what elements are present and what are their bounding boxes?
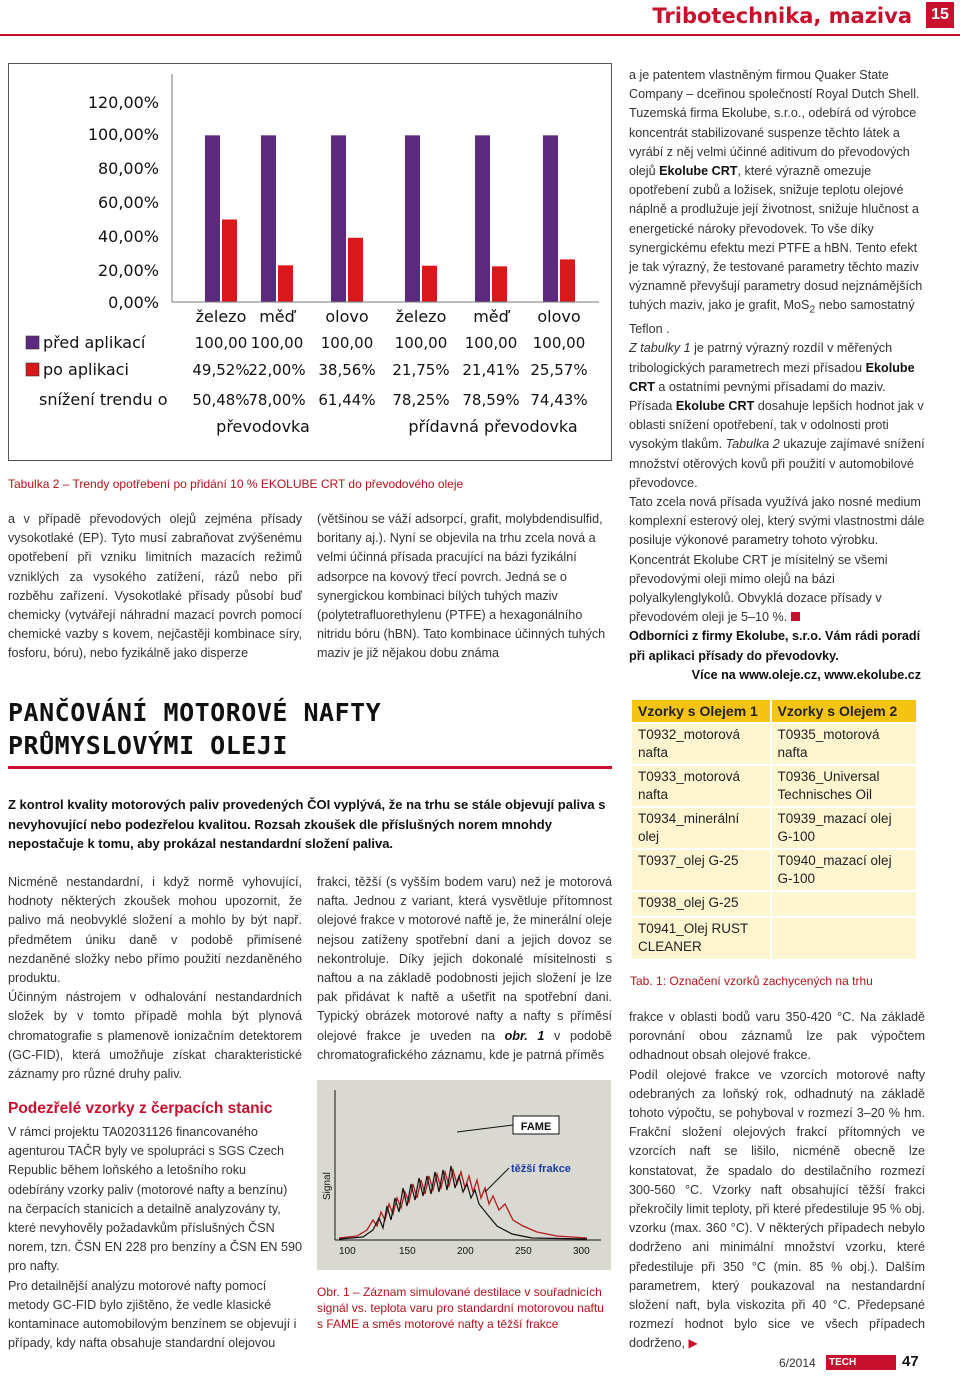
y-tick-label: 120,00% bbox=[87, 93, 159, 112]
intro-column-1-text: a v případě převodových olejů zejména přísady vysokotlaké (EP). Tyto musí zabraňovat zvýšenému opotřebení při vzniku limitních mazacích režimů vzniklých za vysokého zatížení, rázů nebo při rozběhu zařízení. Vysokotlaké přísady působí buď chemicky (vytvářejí náhradní mazací povrch pomocí chemické vazby s kovem, nejčastěji kombinace síry, fosforu, bóru), nebo fyzikálně jako disperze bbox=[8, 512, 302, 661]
legend-swatch bbox=[26, 363, 39, 376]
table-cell: T0934_minerální olej bbox=[632, 807, 771, 849]
y-tick-label: 0,00% bbox=[108, 293, 159, 312]
table-row bbox=[632, 891, 917, 917]
x-tick-300: 300 bbox=[573, 1246, 590, 1257]
samples-header-oil-1: Vzorky s Olejem 1 bbox=[632, 700, 771, 723]
article-col3-p2: Podíl olejové frakce ve vzorcích motorové nafty odebraných za loňský rok, odhadnutý na základě tohoto výpočtu, se pohyboval v rozmezí 3–20 % hm. Frakční složení olejových frakcí přítomných ve vzorcích naft se lišilo, nicméně obecně lze konstatovat, že spadalo do destilačního rozmezí 300-560 °C. Vzorky naft obsahující těžší frakci překročily limit teploty, při které předestiluje 95 % obj. vzorku (max. 360 °C). V některých případech nebylo dodrženo ani minimální množství vzorku, které předestiluje při 350 °C (min. 85 % obj.). Dalším parametrem, který poukazoval na nestandardní složení naft, byla viskozita při 40 °C. Předepsané rozmezí hodnot bylo sice ve všech případech dodrženo, ▶ bbox=[629, 1067, 925, 1351]
bar-after bbox=[422, 266, 437, 302]
article-col3-p1: frakce v oblasti bodů varu 350-420 °C. Na základě porovnání obou záznamů lze pak výpočtem odhadnout obsah olejové frakce. bbox=[629, 1010, 925, 1063]
samples-table-caption: Tab. 1: Označení vzorků zachycených na trhu bbox=[630, 974, 873, 988]
x-tick-label: měď bbox=[259, 307, 295, 326]
chart-svg bbox=[9, 64, 613, 462]
table-cell: T0937_olej G-25 bbox=[632, 849, 771, 891]
article-title-line-1: PANČOVÁNÍ MOTOROVÉ NAFTY bbox=[8, 698, 382, 727]
ekolube-column bbox=[629, 66, 925, 685]
data-label: 100,00 bbox=[464, 334, 518, 352]
bar-after bbox=[560, 259, 575, 302]
article-col1-p1: Nicméně nestandardní, i když normě vyhovující, hodnoty některých zkoušek mohou upozornit, že palivo má neobvyklé složení a mohlo by být např. předmětem úniku daně v podobě přimísené nezdaněné složky nebo přímo použití nezdaněného produktu. bbox=[8, 875, 302, 986]
table-cell: T0941_Olej RUST CLEANER bbox=[632, 917, 771, 959]
y-axis-label: Signal bbox=[322, 1172, 333, 1200]
article-subheading: Podezřelé vzorky z čerpacích stanic bbox=[8, 1100, 273, 1117]
header-rule bbox=[0, 34, 960, 36]
bar-before bbox=[331, 135, 346, 302]
chromatogram-standard-trace bbox=[339, 1166, 587, 1239]
table-row bbox=[632, 723, 917, 765]
article-col1-p4: Pro detailnější analýzu motorové nafty pomocí metody GC-FID bylo zjištěno, že vedle klasické kontaminace automobilovým benzínem se objevují i případy, kdy nafta obsahuje standardní olejovou bbox=[8, 1278, 297, 1351]
article-column-2 bbox=[317, 873, 612, 1065]
data-label: 78,00% bbox=[248, 391, 306, 409]
x-tick-100: 100 bbox=[339, 1246, 356, 1257]
intro-column-2 bbox=[317, 510, 612, 664]
data-label: 22,00% bbox=[248, 361, 306, 379]
ekolube-paragraph-2: Z tabulky 1 je patrný výrazný rozdíl v měřených tribologických parametrech mezi přísadou Ekolube CRT a ostatními pevnými přísadami do maziv. Přísada Ekolube CRT dosahuje lepších hodnot jak v oblasti snížení opotřebení, tak v odolnosti proti vysokým tlakům. Tabulka 2 ukazuje zajímavé snížení množství otěrových kovů při použití v automobilové převodovce. bbox=[629, 341, 925, 490]
chromatogram-svg bbox=[317, 1080, 611, 1270]
data-label: 78,25% bbox=[392, 391, 450, 409]
ekolube-contact: Odborníci z firmy Ekolube, s.r.o. Vám rádi poradí při aplikaci přísady do převodovky. bbox=[629, 629, 921, 663]
bar-after bbox=[492, 266, 507, 302]
table-row bbox=[632, 807, 917, 849]
x-tick-label: železo bbox=[395, 307, 447, 326]
data-label: 100,00 bbox=[250, 334, 304, 352]
bar-after bbox=[222, 219, 237, 302]
article-column-3 bbox=[629, 1008, 925, 1354]
ekolube-web: Více na www.oleje.cz, www.ekolube.cz bbox=[691, 667, 921, 682]
page-number-badge: 15 bbox=[926, 2, 954, 28]
x-tick-label: měď bbox=[473, 307, 509, 326]
legend-label: snížení trendu o bbox=[39, 390, 168, 409]
data-label: 21,75% bbox=[392, 361, 450, 379]
table-cell: T0940_mazací olej G-100 bbox=[771, 849, 918, 891]
x-tick-250: 250 bbox=[515, 1246, 532, 1257]
article-title bbox=[8, 696, 608, 762]
bar-before bbox=[543, 135, 558, 302]
figure-caption: Obr. 1 – Záznam simulované destilace v souřadnicích signál vs. teplota varu pro standardní motorovou naftu s FAME a směs motorové nafty a těžší frakce bbox=[317, 1285, 604, 1331]
bar-after bbox=[278, 265, 293, 302]
data-label: 74,43% bbox=[530, 391, 588, 409]
data-label: 21,41% bbox=[462, 361, 520, 379]
group-label: převodovka bbox=[216, 417, 310, 436]
heavy-fraction-label: těžší frakce bbox=[511, 1163, 571, 1175]
bar-before bbox=[405, 135, 420, 302]
footer-page-number: 47 bbox=[902, 1353, 919, 1370]
ekolube-paragraph-3: Tato zcela nová přísada využívá jako nosné medium komplexní esterový olej, který svými vlastnostmi dále posiluje výkonové parametry tohoto výrobku. Koncentrát Ekolube CRT je mísitelný se všemi převodovými oleji mimo olejů na bázi polyalkylenglykolů. Obvyklá dozace přísady v převodovém oleji je 5–10 %. bbox=[629, 494, 925, 625]
data-label: 61,44% bbox=[318, 391, 376, 409]
data-label: 100,00 bbox=[320, 334, 374, 352]
group-label: přídavná převodovka bbox=[408, 417, 578, 436]
y-tick-label: 20,00% bbox=[97, 261, 159, 280]
y-tick-label: 40,00% bbox=[97, 227, 159, 246]
data-label: 100,00 bbox=[194, 334, 248, 352]
x-tick-label: olovo bbox=[537, 307, 581, 326]
intro-column-1 bbox=[8, 510, 302, 664]
continue-arrow-icon: ▶ bbox=[688, 1336, 698, 1351]
data-label: 78,59% bbox=[462, 391, 520, 409]
table-cell bbox=[771, 891, 918, 917]
table-cell bbox=[771, 917, 918, 959]
heavy-fraction-arrow bbox=[485, 1168, 509, 1192]
x-tick-200: 200 bbox=[457, 1246, 474, 1257]
article-lead: Z kontrol kvality motorových paliv provedených ČOI vyplývá, že na trhu se stále objevují paliva s nevyhovující nebo podezřelou kvalitou. Rozsah zkoušek dle příslušných norem mnohdy nepostačuje k tomu, aby prokázal nestandardní složení paliva. bbox=[8, 797, 606, 851]
table-row bbox=[632, 765, 917, 807]
article-column-1b bbox=[8, 1123, 302, 1353]
table-cell: T0935_motorová nafta bbox=[771, 723, 918, 765]
table-cell: T0932_motorová nafta bbox=[632, 723, 771, 765]
y-tick-label: 100,00% bbox=[87, 125, 159, 144]
data-label: 49,52% bbox=[192, 361, 250, 379]
ekolube-paragraph-1: a je patentem vlastněným firmou Quaker State Company – dceřinou společností Royal Dutch Shell. Tuzemská firma Ekolube, s.r.o., odebírá od výrobce koncentrát stabilizované suspenze těchto látek a vyrábí z něj velmi účinné aditivum do převodových olejů Ekolube CRT, které výrazně omezuje opotřebení zubů a ložisek, snižuje teplotu olejové náplně a prodlužuje její životnost, snižuje hlučnost a energetické nároky převodovek. To vše díky synergickému efektu mezi PTFE a hBN. Tento efekt je tak výrazný, že testované parametry těchto maziv významně převyšují parametry dosud nejznámějších tuhých maziv, jako je grafit, MoS$_2$ nebo samostatný Teflon . bbox=[629, 68, 923, 337]
fame-label: FAME bbox=[520, 1121, 552, 1133]
y-tick-label: 80,00% bbox=[97, 159, 159, 178]
bar-before bbox=[205, 135, 220, 302]
x-tick-label: olovo bbox=[325, 307, 369, 326]
chromatogram-figure bbox=[317, 1080, 611, 1270]
data-label: 100,00 bbox=[394, 334, 448, 352]
intro-column-2-text: (většinou se váží adsorpcí, grafit, molybdendisulfid, boritany aj.). Nyní se objevila na trhu zcela nová a velmi účinná přísada pracující na bázi fyzikální adsorpce na kovový třecí povrch. Jedná se o synergickou kombinaci bílých tuhých maziv (polytetrafluorethylenu (PTFE) a hexagonálního nitridu bóru (hBN). Tato kombinace účinných tuhých maziv je již nějakou dobu známa bbox=[317, 512, 606, 661]
x-tick-150: 150 bbox=[399, 1246, 416, 1257]
section-title: Tribotechnika, maziva bbox=[652, 4, 912, 28]
data-label: 38,56% bbox=[318, 361, 376, 379]
bar-before bbox=[261, 135, 276, 302]
legend-swatch bbox=[26, 336, 39, 349]
legend-label: před aplikací bbox=[43, 333, 146, 352]
data-label: 100,00 bbox=[532, 334, 586, 352]
data-label: 50,48% bbox=[192, 391, 250, 409]
data-label: 25,57% bbox=[530, 361, 588, 379]
samples-table bbox=[632, 700, 918, 959]
samples-table-header bbox=[632, 700, 917, 723]
chromatogram-heavy-trace bbox=[339, 1170, 587, 1238]
y-tick-label: 60,00% bbox=[97, 193, 159, 212]
x-tick-label: železo bbox=[195, 307, 247, 326]
magazine-logo: TECH MAGAZÍN bbox=[826, 1355, 896, 1370]
table-row bbox=[632, 849, 917, 891]
table-cell: T0933_motorová nafta bbox=[632, 765, 771, 807]
wear-trend-chart bbox=[8, 63, 612, 461]
table-row bbox=[632, 917, 917, 959]
table-cell: T0936_Universal Technisches Oil bbox=[771, 765, 918, 807]
article-column-1 bbox=[8, 873, 302, 1084]
article-rule bbox=[8, 766, 612, 769]
article-title-line-2: PRŮMYSLOVÝMI OLEJI bbox=[8, 731, 288, 760]
end-mark-icon bbox=[791, 612, 800, 621]
issue-label: 6/2014 bbox=[779, 1356, 816, 1370]
legend-label: po aplikaci bbox=[43, 360, 129, 379]
samples-header-oil-2: Vzorky s Olejem 2 bbox=[771, 700, 918, 723]
bar-after bbox=[348, 238, 363, 302]
table-cell: T0938_olej G-25 bbox=[632, 891, 771, 917]
article-col1-p2: Účinným nástrojem v odhalování nestandardních složek by v tomto případě mohla být plynová chromatografie s plamenově ionizačním detektorem (GC-FID), která umožňuje získat charakteristické záznamy pro různé druhy paliv. bbox=[8, 990, 302, 1082]
chart-caption: Tabulka 2 – Trendy opotřebení po přidání 10 % EKOLUBE CRT do převodového oleje bbox=[8, 477, 464, 491]
fame-arrow bbox=[457, 1125, 513, 1132]
article-col1-p3: V rámci projektu TA02031126 financovaného agenturou TAČR byly ve spolupráci s SGS Czech Republic během loňského a letošního roku odebírány vzorky paliv (motorové nafty a benzínu) na čerpacích stanicích a detailně analyzovány ty, které nevyhověly požadavkům příslušných ČSN norem, tzn. ČSN EN 228 pro benzíny a ČSN EN 590 pro nafty. bbox=[8, 1125, 302, 1274]
article-col2-p1: frakci, těžší (s vyšším bodem varu) než je motorová nafta. Jednou z variant, která vysvětluje přítomnost olejové frakce v motorové naftě je, že minerální oleje nejsou zatíženy spotřební daní a jejich dovoz se nekontroluje. Díky jejich dokonalé mísitelnosti s naftou a na základě podobnosti jejich složení je lze pak přidávat k naftě a ušetřit na spotřební dani. Typický obrázek motorové nafty a nafty s příměsí olejové frakce je uveden na obr. 1 v podobě chromatografického záznamu, kde je patrná příměs bbox=[317, 875, 612, 1062]
bar-before bbox=[475, 135, 490, 302]
table-cell: T0939_mazací olej G-100 bbox=[771, 807, 918, 849]
